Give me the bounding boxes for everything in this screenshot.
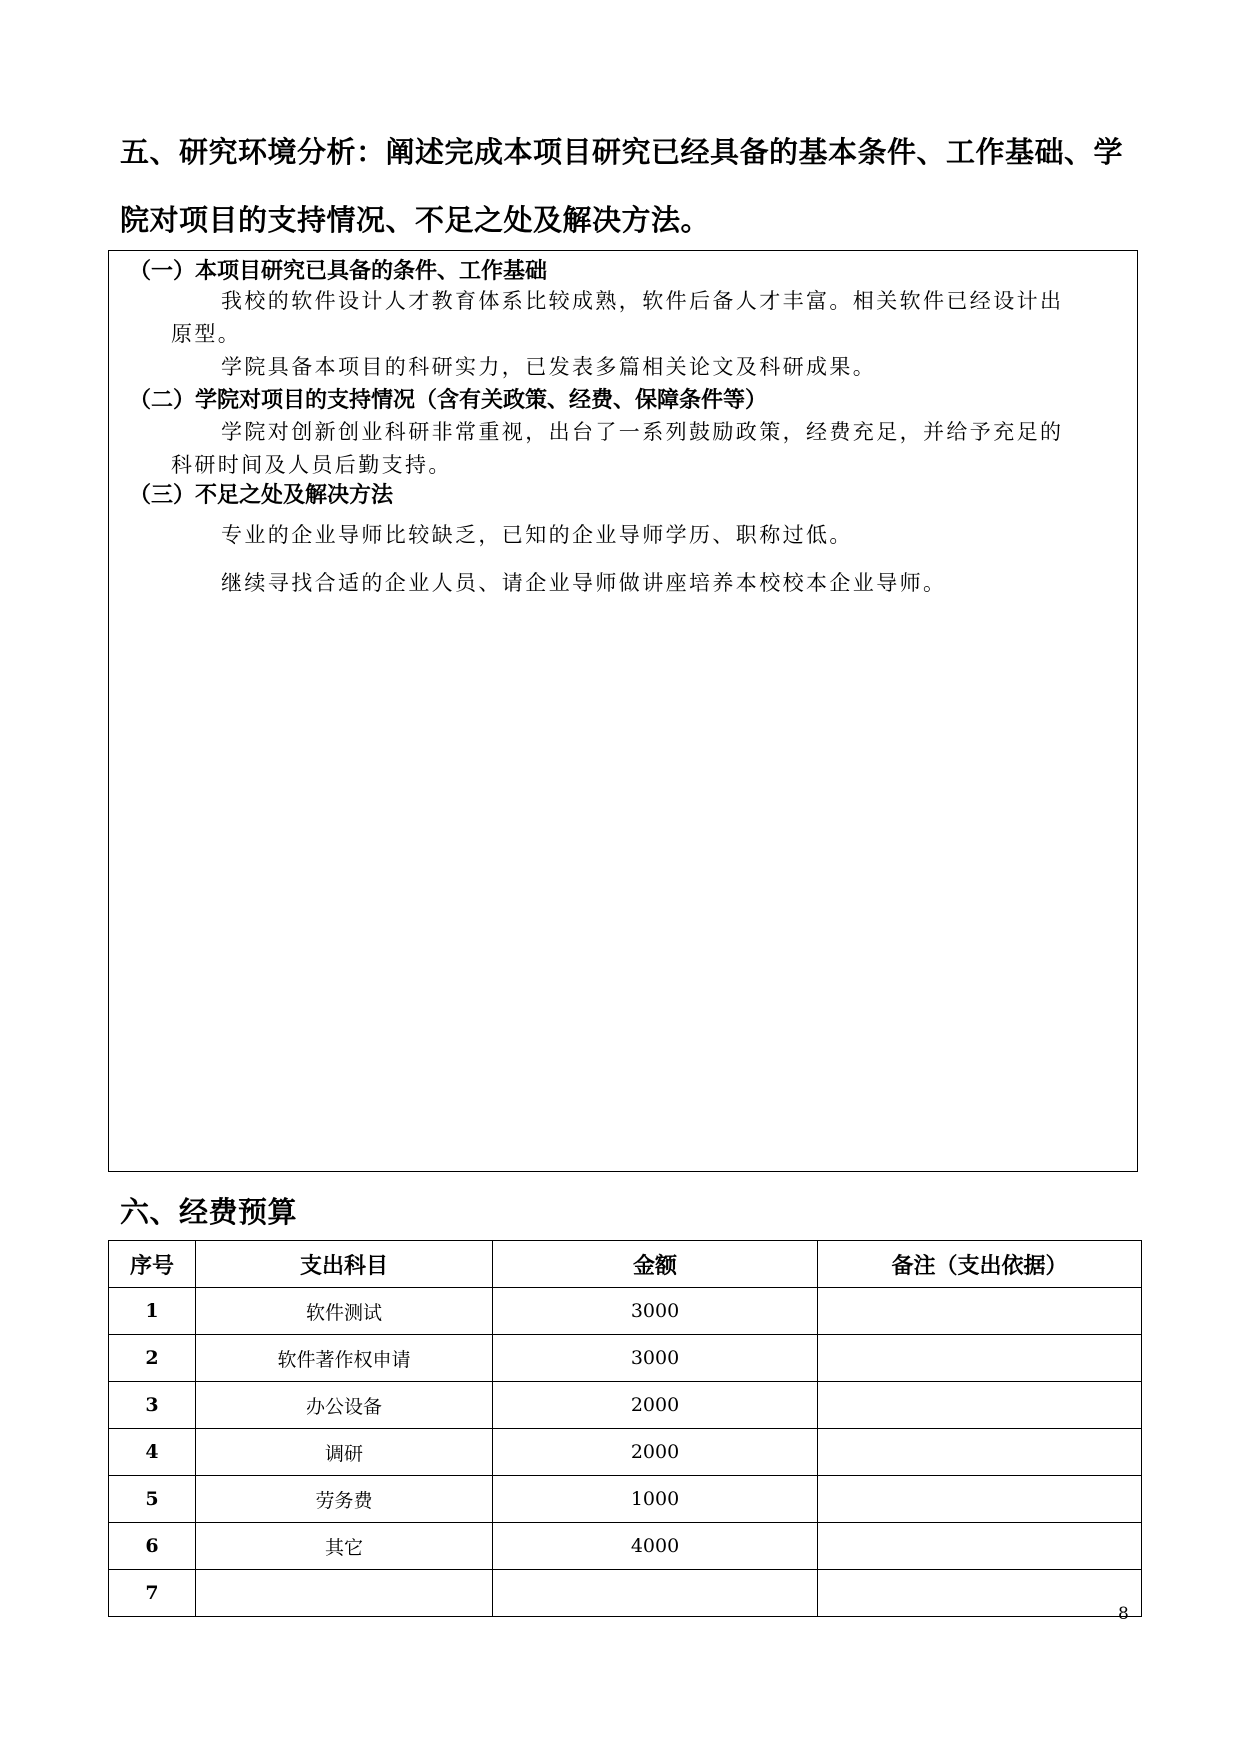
- cell-no: 6: [109, 1523, 196, 1570]
- cell-no: 1: [109, 1288, 196, 1335]
- paragraph-3-2: 继续寻找合适的企业人员、请企业导师做讲座培养本校校本企业导师。: [221, 571, 947, 595]
- cell-item: [196, 1570, 493, 1617]
- header-note: 备注（支出依据）: [818, 1241, 1142, 1288]
- cell-no: 7: [109, 1570, 196, 1617]
- table-row: [109, 1523, 1142, 1570]
- cell-note: [818, 1523, 1142, 1570]
- cell-note: [818, 1429, 1142, 1476]
- cell-amount: 1000: [493, 1476, 818, 1523]
- cell-item: 软件测试: [196, 1288, 493, 1335]
- table-row: [109, 1382, 1142, 1429]
- paragraph-1-2: 学院具备本项目的科研实力，已发表多篇相关论文及科研成果。: [221, 355, 877, 379]
- table-row: [109, 1288, 1142, 1335]
- paragraph-2-1-line-2: 科研时间及人员后勤支持。: [171, 453, 452, 477]
- paragraph-1-1-line-2: 原型。: [171, 322, 242, 346]
- cell-note: [818, 1476, 1142, 1523]
- cell-note: [818, 1382, 1142, 1429]
- cell-no: 3: [109, 1382, 196, 1429]
- header-item: 支出科目: [196, 1241, 493, 1288]
- cell-amount: 3000: [493, 1335, 818, 1382]
- cell-amount: 2000: [493, 1429, 818, 1476]
- header-amount: 金额: [493, 1241, 818, 1288]
- cell-no: 5: [109, 1476, 196, 1523]
- subheading-2: （二）学院对项目的支持情况（含有关政策、经费、保障条件等）: [129, 387, 768, 413]
- cell-amount: 3000: [493, 1288, 818, 1335]
- paragraph-2-1-line-1: 学院对创新创业科研非常重视，出台了一系列鼓励政策，经费充足，并给予充足的: [221, 420, 1064, 444]
- cell-item: 其它: [196, 1523, 493, 1570]
- page-number: 8: [1118, 1604, 1129, 1624]
- cell-item: 软件著作权申请: [196, 1335, 493, 1382]
- cell-no: 4: [109, 1429, 196, 1476]
- section-6-title: 六、经费预算: [120, 1195, 298, 1229]
- cell-item: 调研: [196, 1429, 493, 1476]
- subheading-1: （一）本项目研究已具备的条件、工作基础: [129, 258, 548, 284]
- subheading-3: （三）不足之处及解决方法: [129, 482, 394, 508]
- table-row: [109, 1476, 1142, 1523]
- table-row: [109, 1429, 1142, 1476]
- cell-note: [818, 1335, 1142, 1382]
- paragraph-3-1: 专业的企业导师比较缺乏，已知的企业导师学历、职称过低。: [221, 523, 853, 547]
- cell-no: 2: [109, 1335, 196, 1382]
- cell-amount: 2000: [493, 1382, 818, 1429]
- table-row: [109, 1570, 1142, 1617]
- header-seq: 序号: [109, 1241, 196, 1288]
- budget-table: [108, 1240, 1142, 1617]
- cell-note: [818, 1288, 1142, 1335]
- research-environment-box: [108, 250, 1138, 1172]
- budget-header-row: [109, 1241, 1142, 1288]
- cell-amount: 4000: [493, 1523, 818, 1570]
- paragraph-1-1-line-1: 我校的软件设计人才教育体系比较成熟，软件后备人才丰富。相关软件已经设计出: [221, 289, 1064, 313]
- table-row: [109, 1335, 1142, 1382]
- cell-item: 劳务费: [196, 1476, 493, 1523]
- cell-amount: [493, 1570, 818, 1617]
- cell-item: 办公设备: [196, 1382, 493, 1429]
- section-5-title: 五、研究环境分析：阐述完成本项目研究已经具备的基本条件、工作基础、学院对项目的支持情况、不足之处及解决方法。: [120, 135, 1124, 237]
- cell-note: [818, 1570, 1142, 1617]
